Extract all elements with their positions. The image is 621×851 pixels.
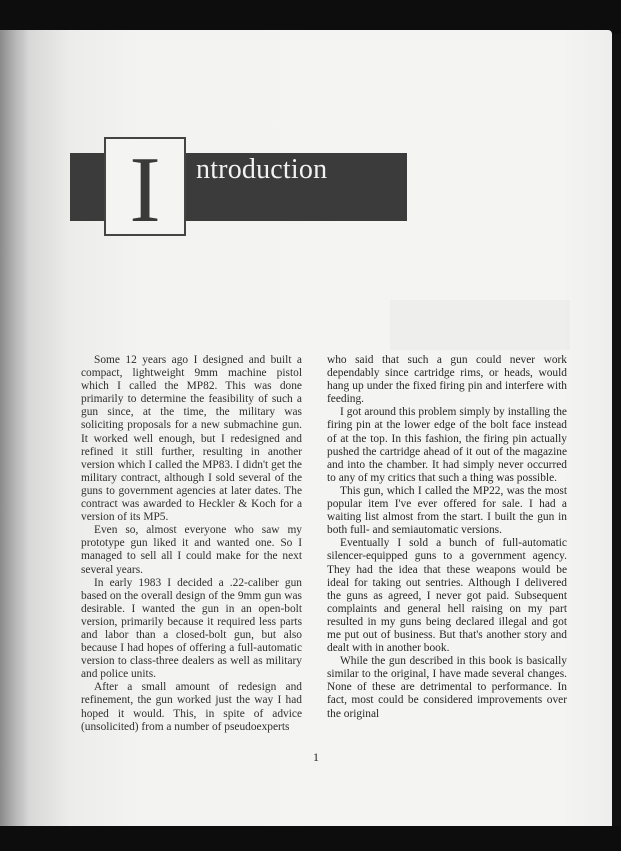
chapter-initial-box	[104, 137, 186, 242]
paragraph: I got around this problem simply by installing the firing pin at the lower edge of the bolt face instead of at the top. In this fashion, the firing pin actually pushed the cartridge ahead of it out of the magazine and into the chamber. It had simply never occurred to any of my critics that such a thing was possible.	[327, 406, 567, 484]
left-text-column	[81, 354, 302, 734]
paragraph: Eventually I sold a bunch of full-automatic silencer-equipped guns to a government agency. They had the idea that these weapons would be ideal for taking out sentries. Although I delivered the guns as agreed, I never got paid. Subsequent complaints and general hell raising on my part resulted in my guns being declared illegal and got me put out of business. But that's another story and dealt with in another book.	[327, 537, 567, 655]
chapter-initial-letter: I	[129, 138, 161, 242]
bleed-through-area	[390, 300, 570, 350]
paragraph: Some 12 years ago I designed and built a compact, lightweight 9mm machine pistol which I called the MP82. This was done primarily to determine the feasibility of such a gun since, at the time, the military was soliciting proposals for a new submachine gun. It worked well enough, but I redesigned and refined it still further, resulting in another version which I called the MP83. I didn't get the military contract, although I sold several of the guns to government agencies at later dates. The contract was awarded to Heckler & Koch for a version of its MP5.	[81, 354, 302, 524]
paragraph: In early 1983 I decided a .22-caliber gun based on the overall design of the 9mm gun was desirable. I wanted the gun in an open-bolt version, primarily because it required less parts and labor than a closed-bolt gun, but also because I had hopes of offering a full-automatic version to class-three dealers as well as military and police units.	[81, 576, 302, 681]
paragraph: Even so, almost everyone who saw my prototype gun liked it and wanted one. So I managed to sell all I could make for the next several years.	[81, 524, 302, 576]
paragraph: After a small amount of redesign and refinement, the gun worked just the way I had hoped it would. This, in spite of advice (unsolicited) from a number of pseudoexperts	[81, 681, 302, 733]
paragraph: While the gun described in this book is basically similar to the original, I have made several changes. None of these are detrimental to performance. In fact, most could be considered improvements over the original	[327, 655, 567, 720]
paragraph: who said that such a gun could never work dependably since cartridge rims, or heads, would hang up under the fixed firing pin and interfere with feeding.	[327, 354, 567, 406]
scan-border-bottom	[0, 826, 621, 851]
page-spine-shadow	[0, 30, 28, 828]
right-text-column	[327, 354, 567, 721]
scan-border-top	[0, 0, 621, 34]
paragraph: This gun, which I called the MP22, was the most popular item I've ever offered for sale. I had a waiting list almost from the start. I built the gun in both full- and semiautomatic versions.	[327, 484, 567, 537]
chapter-title-text: ntroduction	[196, 154, 328, 185]
page-number: 1	[313, 750, 319, 764]
